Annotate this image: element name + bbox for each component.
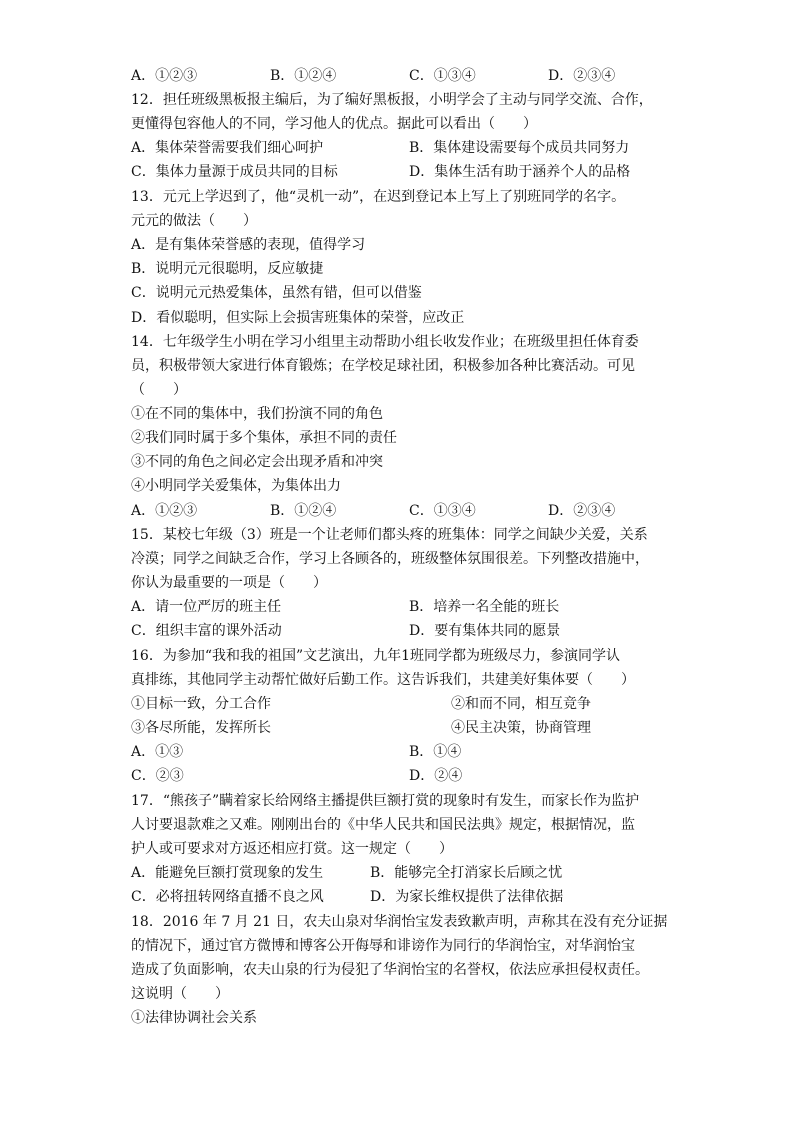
- q18-stem-line-2: 的情况下，通过官方微博和博客公开侮辱和诽谤作为同行的华润怡宝，对华润怡宝: [131, 938, 635, 954]
- q11-option-d: D．②③④: [548, 68, 616, 84]
- q15-option-c: C．组织丰富的课外活动: [131, 623, 282, 639]
- q17-option-c: C．必将扭转网络直播不良之风: [131, 889, 324, 905]
- q14-option-d: D．②③④: [548, 503, 616, 519]
- q18-stem-line-4: 这说明（ ）: [131, 986, 229, 1002]
- q18-stem-line-3: 造成了负面影响，农夫山泉的行为侵犯了华润怡宝的名誉权，依法应承担侵权责任。: [131, 962, 649, 978]
- q11-option-b: B．①②④: [270, 68, 337, 84]
- q13-stem-line-1: 13．元元上学迟到了，他“灵机一动”，在迟到登记本上写上了别班同学的名字。: [131, 189, 626, 205]
- q16-stem-line-1: 16．为参加“我和我的祖国”文艺演出，九年1班同学都为班级尽力，参演同学认: [131, 648, 621, 664]
- q17-stem-line-1: 17．“熊孩子”瞒着家长给网络主播提供巨额打赏的现象时有发生，而家长作为监护: [131, 793, 640, 809]
- q14-statement-4: ④小明同学关爱集体，为集体出力: [131, 478, 341, 494]
- q15-stem-line-3: 你认为最重要的一项是（ ）: [131, 575, 327, 591]
- q11-option-c: C．①③④: [409, 68, 476, 84]
- q16-option-a: A．①③: [131, 744, 184, 760]
- q13-option-c: C．说明元元热爱集体，虽然有错，但可以借鉴: [131, 285, 422, 301]
- q13-stem-line-2: 元元的做法（ ）: [131, 213, 257, 229]
- q17-option-d: D．为家长维权提供了法律依据: [370, 889, 564, 905]
- q17-option-b: B．能够完全打消家长后顾之忧: [370, 865, 563, 881]
- q14-option-c: C．①③④: [409, 503, 476, 519]
- q13-option-a: A．是有集体荣誉感的表现，值得学习: [131, 237, 366, 253]
- q13-option-b: B．说明元元很聪明，反应敏捷: [131, 261, 324, 277]
- q17-stem-line-2: 人讨要退款难之又难。刚刚出台的《中华人民共和国民法典》规定，根据情况，监: [131, 817, 635, 833]
- q14-option-a: A．①②③: [131, 503, 198, 519]
- q15-stem-line-2: 冷漠；同学之间缺乏合作，学习上各顾各的，班级整体氛围很差。下列整改措施中，: [131, 551, 649, 567]
- q16-statement-2: ②和而不同，相互竞争: [451, 696, 591, 712]
- q17-option-a: A．能避免巨额打赏现象的发生: [131, 865, 324, 881]
- q12-option-b: B．集体建设需要每个成员共同努力: [409, 140, 630, 156]
- q14-statement-1: ①在不同的集体中，我们扮演不同的角色: [131, 406, 383, 422]
- q15-option-a: A．请一位严厉的班主任: [131, 599, 282, 615]
- q13-option-d: D．看似聪明，但实际上会损害班集体的荣誉，应改正: [131, 310, 465, 326]
- q16-option-c: C．②③: [131, 768, 184, 784]
- q14-stem-line-2: 员，积极带领大家进行体育锻炼；在学校足球社团，积极参加各种比赛活动。可见: [131, 358, 635, 374]
- q11-option-a: A．①②③: [131, 68, 198, 84]
- q18-stem-line-1: 18．2016 年 7 月 21 日，农夫山泉对华润怡宝发表致歉声明，声称其在没有充分证据: [131, 914, 668, 930]
- q14-statement-3: ③不同的角色之间必定会出现矛盾和冲突: [131, 454, 383, 470]
- q16-statement-4: ④民主决策，协商管理: [451, 720, 591, 736]
- q16-statement-1: ①目标一致，分工合作: [131, 696, 271, 712]
- q15-option-b: B．培养一名全能的班长: [409, 599, 560, 615]
- q14-stem-line-1: 14．七年级学生小明在学习小组里主动帮助小组长收发作业；在班级里担任体育委: [131, 334, 639, 350]
- q12-option-d: D．集体生活有助于涵养个人的品格: [409, 164, 631, 180]
- q16-option-d: D．②④: [409, 768, 463, 784]
- q12-stem-line-1: 12．担任班级黑板报主编后，为了编好黑板报，小明学会了主动与同学交流、合作，: [131, 92, 653, 108]
- q14-stem-line-3: （ ）: [131, 382, 187, 398]
- q16-statement-3: ③各尽所能，发挥所长: [131, 720, 271, 736]
- q12-option-a: A．集体荣誉需要我们细心呵护: [131, 140, 324, 156]
- q14-statement-2: ②我们同时属于多个集体，承担不同的责任: [131, 430, 397, 446]
- q17-stem-line-3: 护人或可要求对方返还相应打赏。这一规定（ ）: [131, 841, 453, 857]
- q16-stem-line-2: 真排练，其他同学主动帮忙做好后勤工作。这告诉我们，共建美好集体要（ ）: [131, 672, 635, 688]
- q12-option-c: C．集体力量源于成员共同的目标: [131, 164, 338, 180]
- q12-stem-line-2: 更懂得包容他人的不同，学习他人的优点。据此可以看出（ ）: [131, 116, 537, 132]
- q18-statement-1: ①法律协调社会关系: [131, 1010, 257, 1026]
- q15-stem-line-1: 15．某校七年级（3）班是一个让老师们都头疼的班集体：同学之间缺少关爱，关系: [131, 527, 648, 543]
- q14-option-b: B．①②④: [270, 503, 337, 519]
- q15-option-d: D．要有集体共同的愿景: [409, 623, 561, 639]
- q16-option-b: B．①④: [409, 744, 462, 760]
